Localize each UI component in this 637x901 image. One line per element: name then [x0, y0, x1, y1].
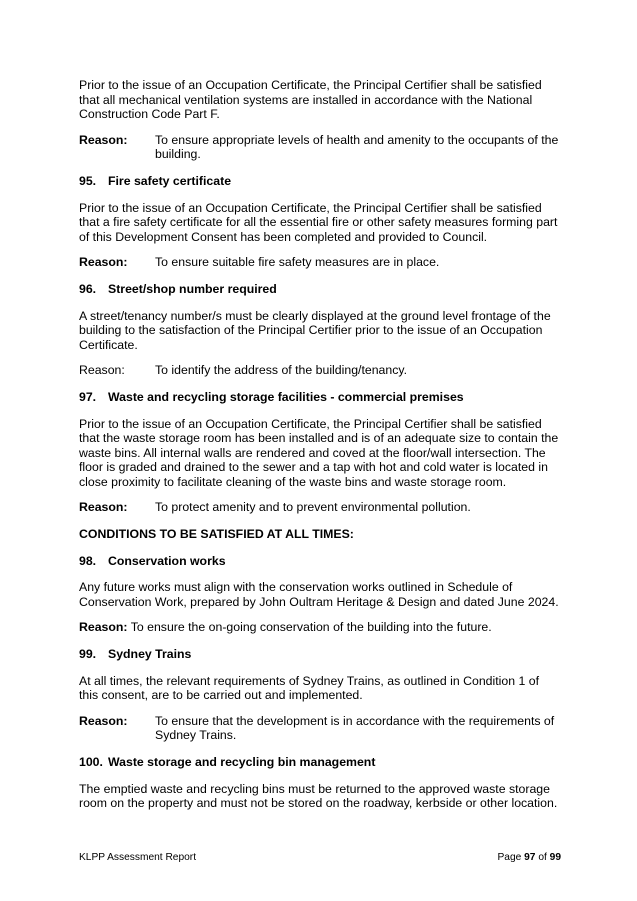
- footer-report-title: KLPP Assessment Report: [79, 852, 197, 863]
- condition-title: Street/shop number required: [108, 281, 277, 296]
- condition-95-heading: [79, 174, 561, 189]
- footer-page-number: [497, 851, 561, 866]
- page-of: of: [538, 852, 547, 863]
- reason-text: To identify the address of the building/tenancy.: [155, 363, 408, 378]
- condition-98-reason: [79, 620, 561, 635]
- reason-label: Reason:: [79, 713, 128, 728]
- page-footer: [79, 851, 561, 866]
- reason-text: To protect amenity and to prevent environmental pollution.: [155, 500, 471, 515]
- condition-98-heading: [79, 554, 561, 569]
- condition-97-text: Prior to the issue of an Occupation Certificate, the Principal Certifier shall be satisfied that the waste storage room has been installed and is of an adequate size to contain the waste bins. All internal walls are rendered and coved at the floor/wall intersection. The floor is graded and drained to the sewer and a tap with hot and cold water is located in close proximity to facilitate cleaning of the waste bins and waste storage room.: [79, 416, 559, 489]
- reason-label: Reason:: [79, 363, 125, 378]
- condition-98-text: Any future works must align with the conservation works outlined in Schedule of Conservation Work, prepared by John Oultram Heritage & Design and dated June 2024.: [79, 580, 559, 609]
- reason-text: To ensure appropriate levels of health and amenity to the occupants of the building.: [155, 132, 559, 162]
- condition-96-heading: [79, 282, 561, 297]
- condition-100-text: The emptied waste and recycling bins must be returned to the approved waste storage room on the property and must not be stored on the roadway, kerbside or other location.: [79, 781, 558, 811]
- reason-text: To ensure the on-going conservation of the building into the future.: [130, 620, 492, 635]
- condition-number: 100.: [79, 755, 103, 769]
- condition-97-heading: [79, 390, 561, 405]
- condition-99-text: At all times, the relevant requirements of Sydney Trains, as outlined in Condition 1 of this consent, are to be carried out and implemented.: [79, 673, 540, 703]
- condition-99-reason: [79, 714, 561, 743]
- intro-paragraph: Prior to the issue of an Occupation Certificate, the Principal Certifier shall be satisfied that all mechanical ventilation systems are installed in accordance with the National Construction Code Part F.: [79, 78, 542, 122]
- condition-number: 99.: [79, 647, 97, 662]
- reason-label: Reason:: [79, 132, 128, 147]
- reason-label: Reason:: [79, 500, 128, 515]
- page-prefix: Page: [497, 852, 522, 863]
- condition-number: 95.: [79, 173, 97, 188]
- condition-number: 96.: [79, 281, 97, 296]
- condition-96-text: A street/tenancy number/s must be clearly displayed at the ground level frontage of the building to the satisfaction of the Principal Certifier prior to the issue of an Occupation Certificate.: [79, 308, 551, 352]
- condition-number: 98.: [79, 553, 97, 568]
- condition-100-heading: [79, 755, 561, 770]
- condition-title: Fire safety certificate: [108, 173, 232, 188]
- reason-label: Reason:: [79, 620, 128, 635]
- reason-label: Reason:: [79, 255, 128, 270]
- condition-99-heading: [79, 647, 561, 662]
- condition-title: Conservation works: [108, 553, 226, 568]
- page-current: 97: [524, 852, 536, 863]
- condition-95-text: Prior to the issue of an Occupation Certificate, the Principal Certifier shall be satisfied that a fire safety certificate for all the essential fire or other safety measures forming part of this Development Consent has been completed and provided to Council.: [79, 200, 558, 244]
- condition-96-reason: [79, 363, 561, 378]
- condition-95-reason: [79, 255, 561, 270]
- section-heading: CONDITIONS TO BE SATISFIED AT ALL TIMES:: [79, 527, 354, 542]
- page-total: 99: [549, 852, 561, 863]
- document-page: [79, 78, 561, 822]
- reason-text: To ensure suitable fire safety measures are in place.: [155, 255, 440, 270]
- condition-title: Waste storage and recycling bin management: [108, 755, 376, 769]
- reason-text: To ensure that the development is in accordance with the requirements of Sydney Trains.: [155, 713, 555, 743]
- intro-reason: [79, 133, 561, 162]
- condition-title: Sydney Trains: [108, 647, 192, 662]
- condition-title: Waste and recycling storage facilities - commercial premises: [108, 389, 464, 404]
- condition-97-reason: [79, 500, 561, 515]
- condition-number: 97.: [79, 389, 97, 404]
